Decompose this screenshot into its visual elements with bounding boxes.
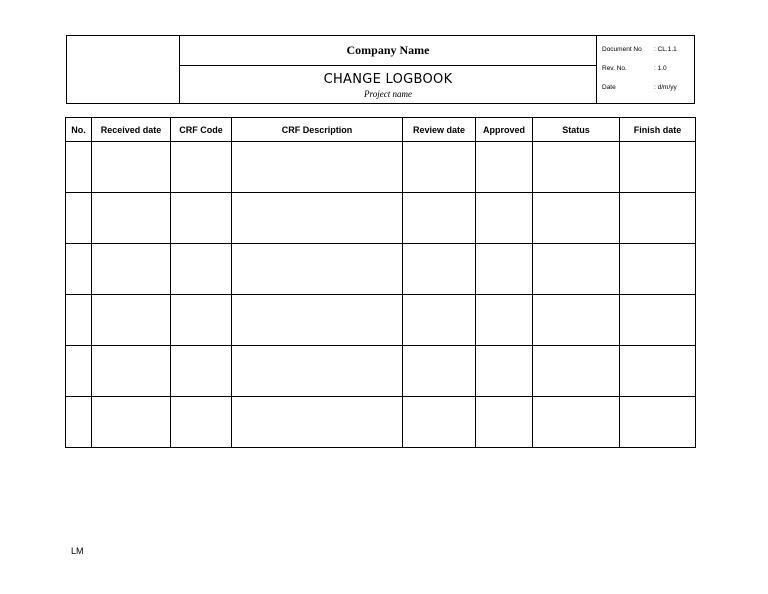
table-cell[interactable] <box>92 244 171 295</box>
meta-value: : 1.0 <box>654 65 667 72</box>
meta-date <box>602 84 677 91</box>
column-header-crf-description: CRF Description <box>232 118 403 142</box>
table-cell[interactable] <box>232 142 403 193</box>
meta-label: Document No <box>602 46 642 53</box>
table-cell[interactable] <box>476 346 533 397</box>
table-cell[interactable] <box>533 142 620 193</box>
column-header-review-date: Review date <box>403 118 476 142</box>
table-cell[interactable] <box>232 295 403 346</box>
table-cell[interactable] <box>403 193 476 244</box>
table-cell[interactable] <box>232 397 403 448</box>
table-cell[interactable] <box>403 295 476 346</box>
table-cell[interactable] <box>66 142 92 193</box>
column-header-received-date: Received date <box>92 118 171 142</box>
meta-label: Date <box>602 84 616 91</box>
table-cell[interactable] <box>620 193 696 244</box>
document-header <box>66 35 695 104</box>
table-cell[interactable] <box>171 142 232 193</box>
meta-rev-no <box>602 65 667 72</box>
table-cell[interactable] <box>403 346 476 397</box>
table-cell[interactable] <box>533 397 620 448</box>
table-cell[interactable] <box>66 244 92 295</box>
column-header-crf-code: CRF Code <box>171 118 232 142</box>
table-cell[interactable] <box>92 142 171 193</box>
table-cell[interactable] <box>620 346 696 397</box>
table-row <box>66 244 696 295</box>
table-cell[interactable] <box>66 397 92 448</box>
meta-value: : CL.1.1 <box>654 46 677 53</box>
table-header-row <box>66 118 696 142</box>
table-cell[interactable] <box>171 193 232 244</box>
table-row <box>66 346 696 397</box>
document-title: CHANGE LOGBOOK <box>323 72 453 87</box>
meta-label: Rev. No. <box>602 65 627 72</box>
company-name: Company Name <box>180 36 596 66</box>
table-cell[interactable] <box>476 397 533 448</box>
table-cell[interactable] <box>476 244 533 295</box>
table-cell[interactable] <box>92 397 171 448</box>
meta-value: : d/m/yy <box>654 84 677 91</box>
change-log-table <box>65 117 696 448</box>
table-cell[interactable] <box>620 295 696 346</box>
table-cell[interactable] <box>403 142 476 193</box>
column-header-finish-date: Finish date <box>620 118 696 142</box>
table-cell[interactable] <box>66 346 92 397</box>
table-cell[interactable] <box>533 193 620 244</box>
table-cell[interactable] <box>476 295 533 346</box>
table-row <box>66 193 696 244</box>
column-header-no: No. <box>66 118 92 142</box>
table-cell[interactable] <box>476 142 533 193</box>
table-cell[interactable] <box>171 397 232 448</box>
table-cell[interactable] <box>66 193 92 244</box>
table-cell[interactable] <box>92 193 171 244</box>
column-header-status: Status <box>533 118 620 142</box>
table-cell[interactable] <box>533 295 620 346</box>
table-row <box>66 397 696 448</box>
table-cell[interactable] <box>533 244 620 295</box>
table-cell[interactable] <box>92 346 171 397</box>
table-cell[interactable] <box>171 244 232 295</box>
table-body <box>66 142 696 448</box>
table-cell[interactable] <box>92 295 171 346</box>
table-cell[interactable] <box>66 295 92 346</box>
table-cell[interactable] <box>171 346 232 397</box>
table-cell[interactable] <box>620 397 696 448</box>
table-cell[interactable] <box>533 346 620 397</box>
table-row <box>66 295 696 346</box>
table-row <box>66 142 696 193</box>
meta-document-no <box>602 46 677 53</box>
table-cell[interactable] <box>620 142 696 193</box>
table-cell[interactable] <box>403 397 476 448</box>
table-cell[interactable] <box>171 295 232 346</box>
title-cell <box>180 36 597 103</box>
project-name: Project name <box>364 89 412 99</box>
table-cell[interactable] <box>620 244 696 295</box>
column-header-approved: Approved <box>476 118 533 142</box>
logo-cell <box>67 36 180 103</box>
table-cell[interactable] <box>232 244 403 295</box>
document-meta <box>597 36 694 103</box>
table-cell[interactable] <box>476 193 533 244</box>
footer-initials: LM <box>71 546 84 556</box>
table-cell[interactable] <box>403 244 476 295</box>
table-cell[interactable] <box>232 346 403 397</box>
table-cell[interactable] <box>232 193 403 244</box>
